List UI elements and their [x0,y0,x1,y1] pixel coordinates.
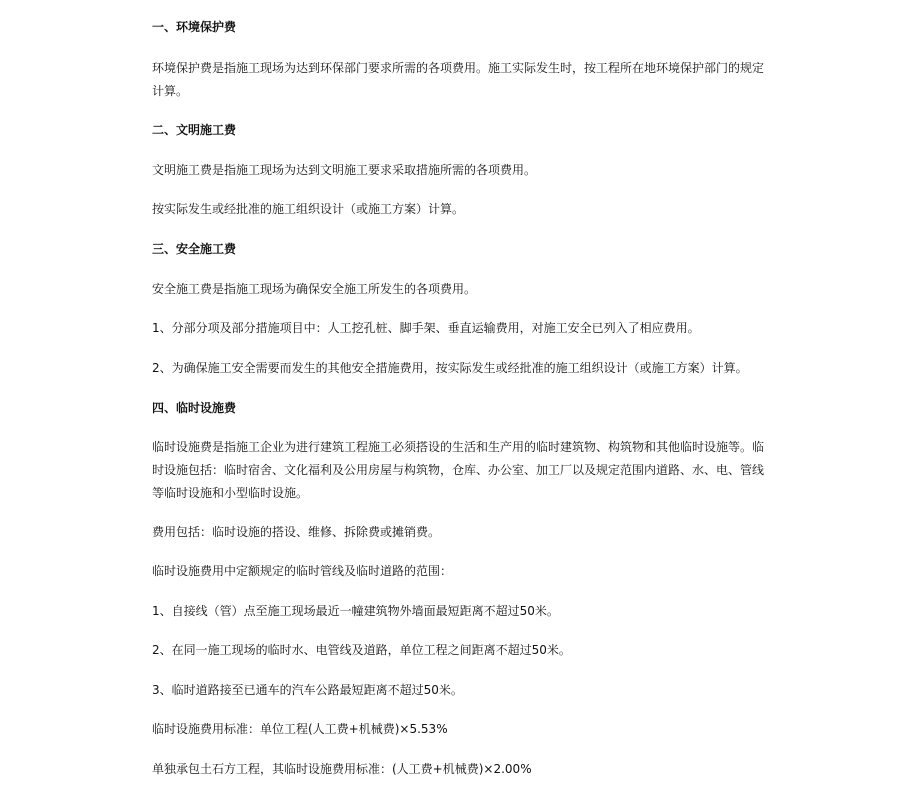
paragraph-line: 2、在同一施工现场的临时水、电管线及道路，单位工程之间距离不超过50米。 [152,643,571,657]
paragraph-line: 环境保护费是指施工现场为达到环保部门要求所需的各项费用。施工实际发生时，按工程所在地环境保护部门的规定 [152,61,765,75]
paragraph-line: 安全施工费是指施工现场为确保安全施工所发生的各项费用。 [152,282,477,296]
paragraph-line: 等临时设施和小型临时设施。 [152,486,309,500]
paragraph-line: 临时设施费是指施工企业为进行建筑工程施工必须搭设的生活和生产用的临时建筑物、构筑物和其他临时设施等。临 [152,440,765,454]
paragraph-line: 1、分部分项及部分措施项目中：人工挖孔桩、脚手架、垂直运输费用，对施工安全已列入了相应费用。 [152,321,700,335]
paragraph-line: 临时设施费用标准：单位工程(人工费+机械费)×5.53% [152,722,448,736]
section-heading: 四、临时设施费 [152,401,237,415]
paragraph-line: 文明施工费是指施工现场为达到文明施工要求采取措施所需的各项费用。 [152,163,537,177]
paragraph-line: 单独承包土石方工程，其临时设施费用标准：(人工费+机械费)×2.00% [152,762,532,776]
paragraph-line: 1、自接线（管）点至施工现场最近一幢建筑物外墙面最短距离不超过50米。 [152,604,559,618]
paragraph-line: 费用包括：临时设施的搭设、维修、拆除费或摊销费。 [152,525,441,539]
section-heading: 三、安全施工费 [152,242,237,256]
paragraph-line: 2、为确保施工安全需要而发生的其他安全措施费用，按实际发生或经批准的施工组织设计（或施工方案）计算。 [152,361,748,375]
section-heading: 二、文明施工费 [152,123,237,137]
section-heading: 一、环境保护费 [152,20,237,34]
paragraph-line: 计算。 [152,84,189,98]
paragraph-line: 3、临时道路接至已通车的汽车公路最短距离不超过50米。 [152,683,463,697]
paragraph-line: 按实际发生或经批准的施工组织设计（或施工方案）计算。 [152,202,465,216]
paragraph-line: 时设施包括：临时宿舍、文化福利及公用房屋与构筑物，仓库、办公室、加工厂以及规定范围内道路、水、电、管线 [152,463,765,477]
paragraph-line: 临时设施费用中定额规定的临时管线及临时道路的范围： [152,564,453,578]
